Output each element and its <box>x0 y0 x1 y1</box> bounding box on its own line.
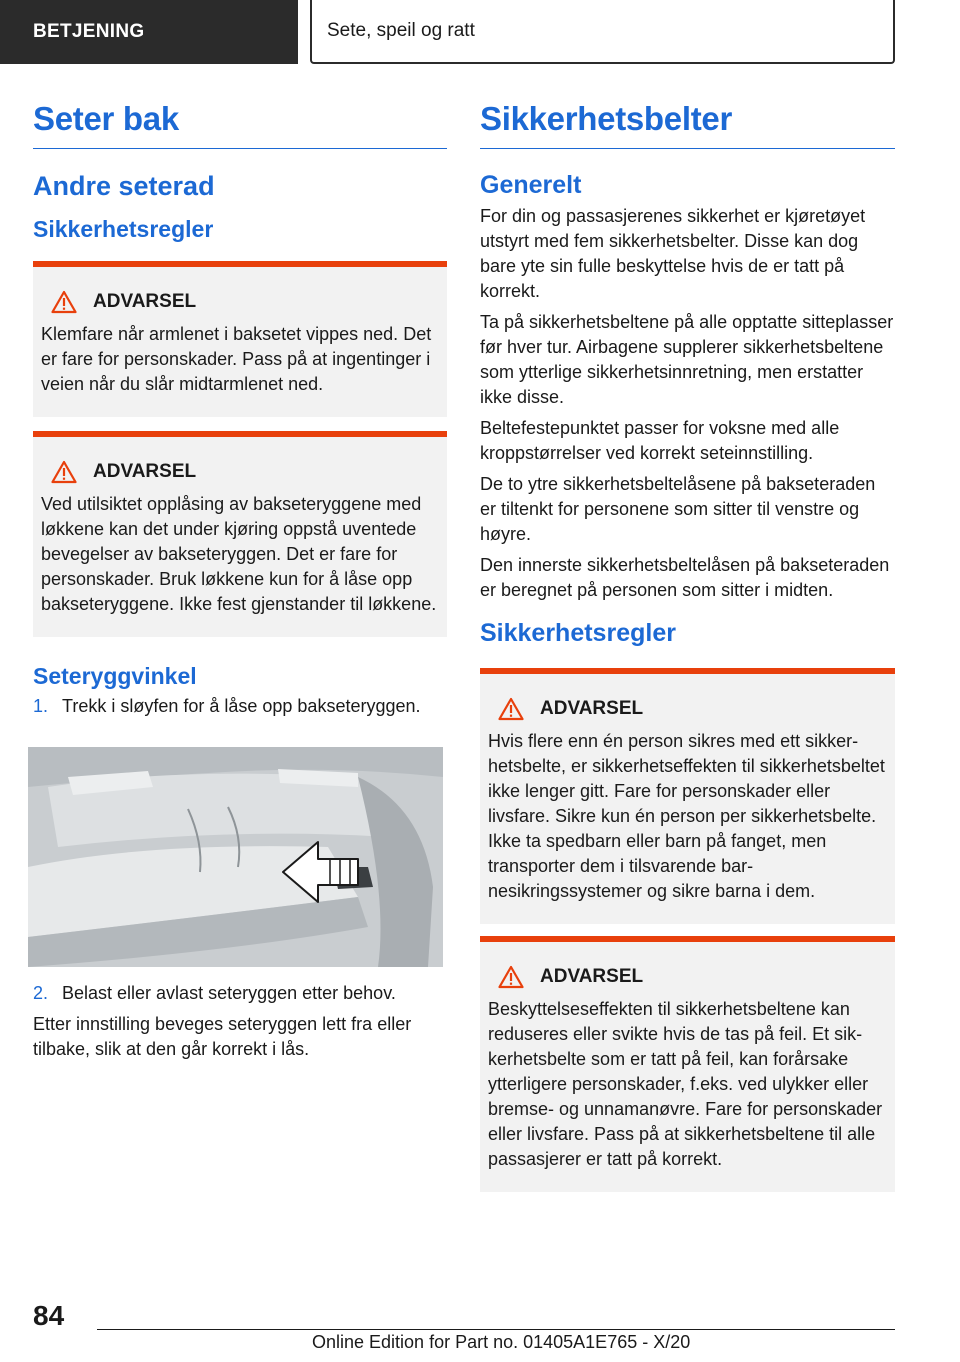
warning-box-one-person <box>480 668 895 924</box>
step-2 <box>33 981 447 1006</box>
warning-text: Hvis flere enn én person sikres med ett sikkerhetsbelte, er sikkerhetseffekten til sikkerhetsbeltet ikke lenger gitt. Fare for personskader eller livsfare. Sikre kun én person per sikkerhetsbelte. Ikke ta spedbarn eller barn på fanget, men transporter dem i tilsvarende barnesikringssystemer og sikre barna i dem. <box>488 731 885 901</box>
warning-text: Klemfare når armlenet i baksetet vippes ned. Det er fare for personskader. Pass på at ingentinger i veien når du slår midtarmlenet ned. <box>41 324 432 394</box>
footer-divider <box>97 1329 895 1330</box>
warning-triangle-icon <box>498 697 524 721</box>
header-section-title: BETJENING <box>33 21 145 42</box>
warning-label: ADVARSEL <box>93 291 197 312</box>
heading-backrest-angle: Seteryggvinkel <box>33 663 197 689</box>
step-number: 1. <box>33 696 49 716</box>
heading-safety-rules-left: Sikkerhetsregler <box>33 216 214 242</box>
page-number: 84 <box>33 1300 65 1331</box>
warning-label: ADVARSEL <box>540 966 644 987</box>
paragraph: For din og passasjerenes sikkerhet er kjøretøyet utstyrt med fem sikkerhetsbelter. Disse kan dog bare yte sin fulle beskyttelse hvis de er tatt på korrekt. <box>480 206 866 301</box>
section-title-rear-seats: Seter bak <box>33 100 447 149</box>
after-adjustment-text: Etter innstilling beveges seteryggen lett fra eller tilbake, slik at den går korrekt i lås. <box>33 1014 412 1059</box>
warning-box-correct-wear <box>480 936 895 1192</box>
warning-text: Ved utilsiktet opplåsing av bakseteryggene med løkkene kan det under kjøring oppstå uventede bevegelser av bakseteryggen. Det er fare for personskader. Bruk løkkene kun for å låse opp bakseteryggene. Ikke fest gjenstander til løkkene. <box>41 494 437 614</box>
step-text: Belast eller avlast seteryggen etter behov. <box>62 983 396 1003</box>
heading-general: Generelt <box>480 171 582 199</box>
warning-box-loops <box>33 431 447 637</box>
paragraph: De to ytre sikkerhetsbeltelåsene på bakseteraden er tiltenkt for personene som sitter til venstre og høyre. <box>480 474 876 544</box>
rear-seat-illustration <box>28 747 443 967</box>
warning-triangle-icon <box>498 965 524 989</box>
warning-label: ADVARSEL <box>540 698 644 719</box>
left-column <box>33 100 447 1062</box>
step-text: Trekk i sløyfen for å låse opp bakseteryggen. <box>62 696 421 716</box>
step-number: 2. <box>33 983 49 1003</box>
warning-box-armrest <box>33 261 447 417</box>
step-1 <box>33 694 447 719</box>
warning-label: ADVARSEL <box>93 461 197 482</box>
subtitle-second-row: Andre seterad <box>33 171 215 201</box>
right-column <box>480 100 895 1192</box>
header-chapter-tab <box>310 0 895 64</box>
paragraph: Beltefestepunktet passer for voksne med alle kroppstørrelser ved korrekt seteinnstilling. <box>480 418 840 463</box>
header-chapter-title: Sete, speil og ratt <box>327 20 475 41</box>
warning-text: Beskyttelseseffekten til sikkerhetsbeltene kan reduseres eller svikte hvis de tas på feil. Et sikkerhetsbelte som er tatt på feil, kan forårsake ytterligere personskader, f.eks. ved ulykker eller bremse- og unnamanøvre. Fare for personskader eller livsfare. Pass på at sikkerhetsbeltene til alle passasjerer er tatt på korrekt. <box>488 999 883 1169</box>
warning-triangle-icon <box>51 460 77 484</box>
paragraph: Den innerste sikkerhetsbeltelåsen på bakseteraden er beregnet på personen som sitter i midten. <box>480 555 890 600</box>
footer-edition-text: Online Edition for Part no. 01405A1E765 - X/20 <box>312 1332 691 1352</box>
paragraph: Ta på sikkerhetsbeltene på alle opptatte sitteplasser før hver tur. Airbagene supplerer sikkerhetsbeltene som ytterlige sikkerhetsinnretning, men erstatter ikke disse. <box>480 312 894 407</box>
heading-safety-rules-right: Sikkerhetsregler <box>480 619 676 647</box>
header-section-tab <box>0 0 298 64</box>
section-title-seatbelts: Sikkerhetsbelter <box>480 100 895 149</box>
warning-triangle-icon <box>51 290 77 314</box>
